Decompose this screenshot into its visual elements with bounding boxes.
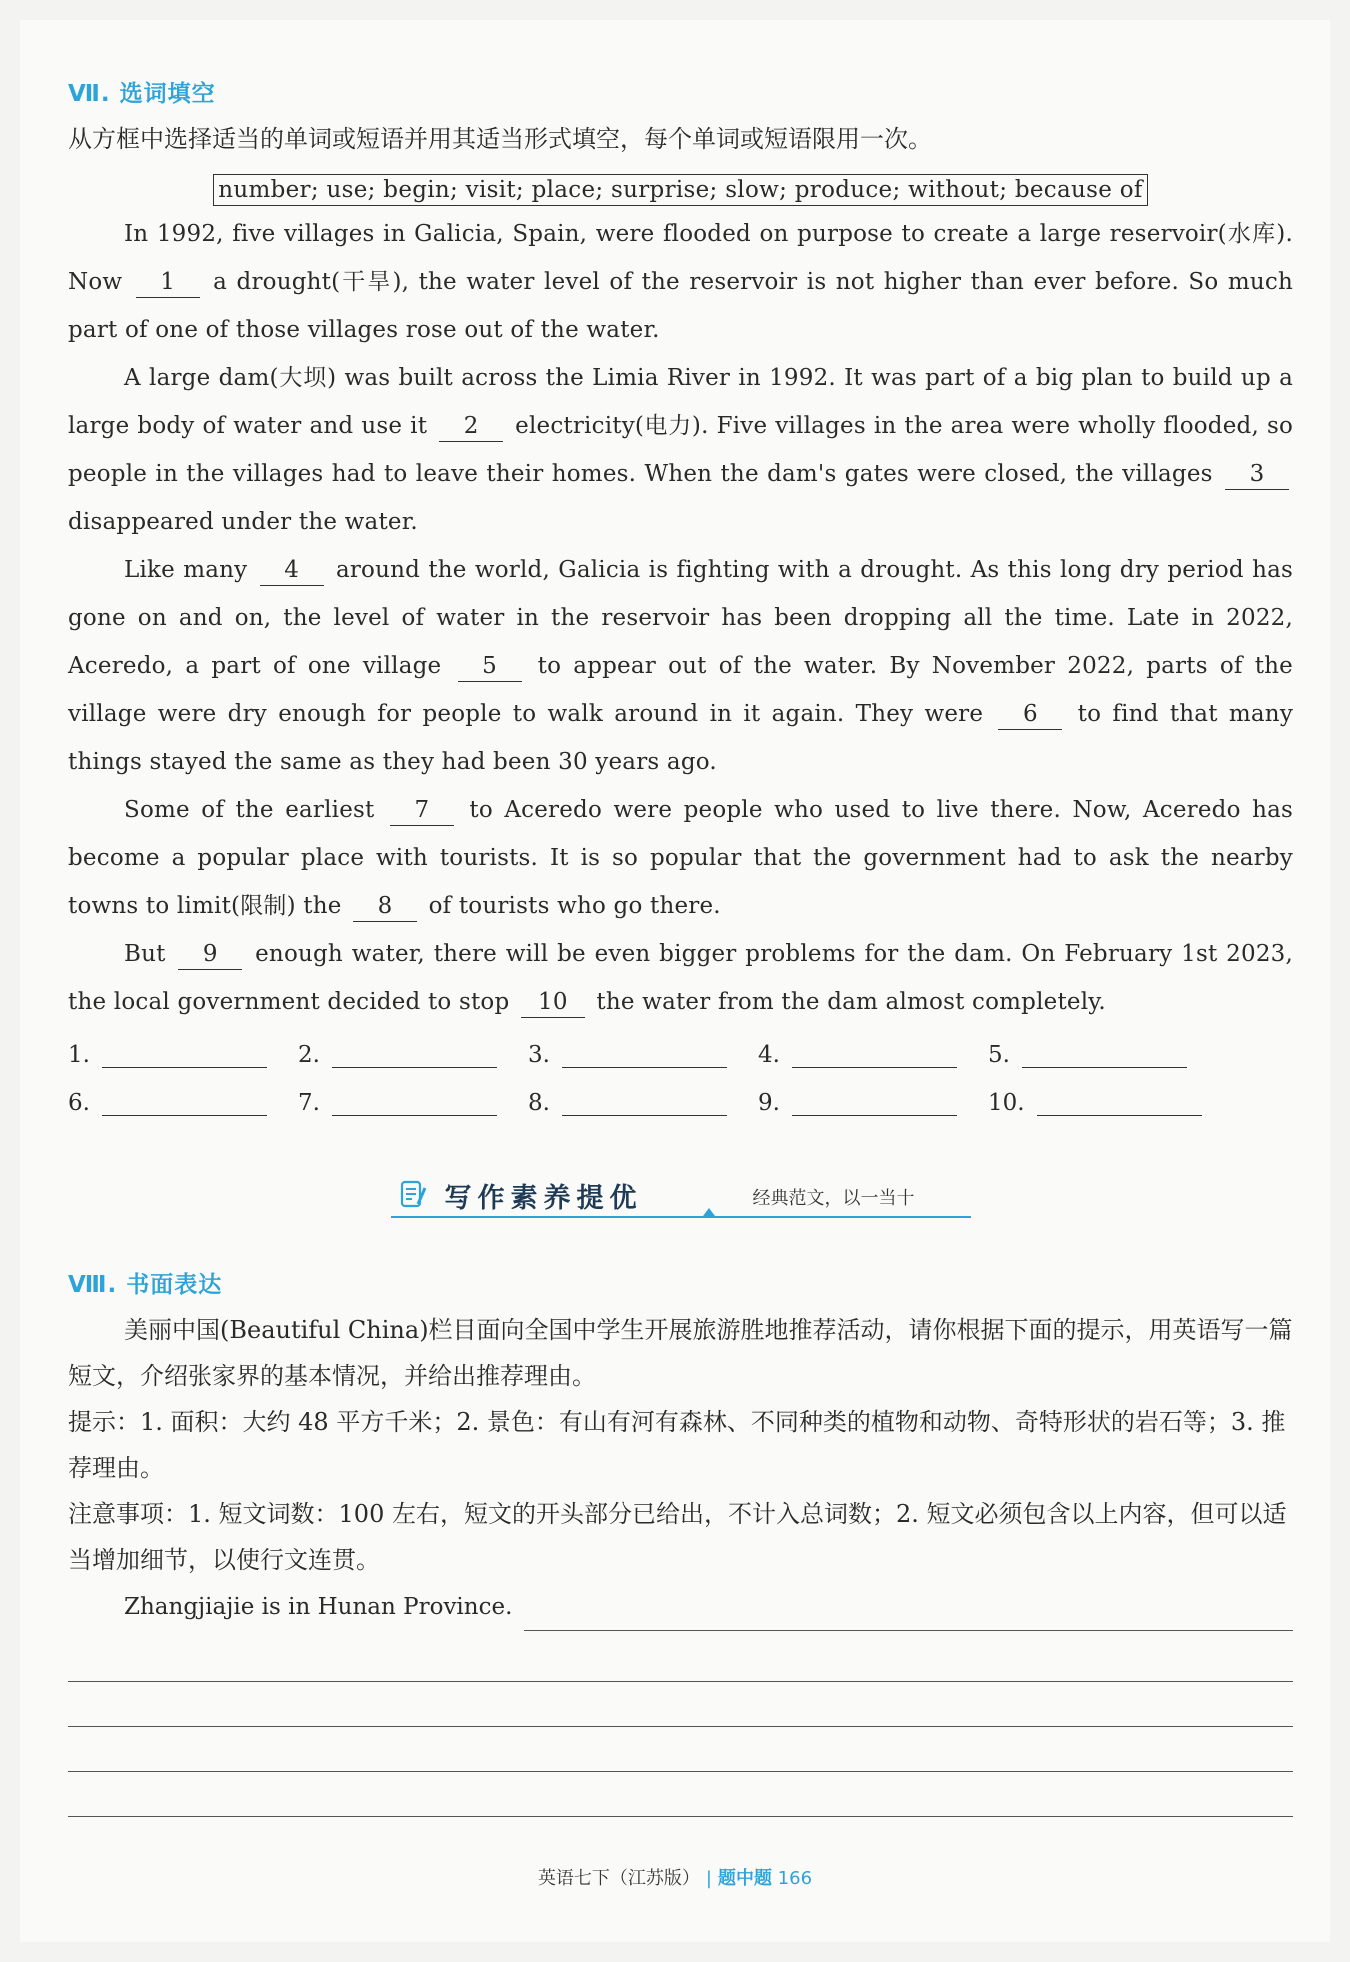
answer-label: 8. — [528, 1089, 550, 1116]
essay-starter — [68, 1583, 1293, 1631]
answer-label: 7. — [298, 1089, 320, 1116]
paragraph-3 — [68, 546, 1293, 786]
answer-item-10[interactable] — [988, 1089, 1218, 1116]
answer-item-5[interactable] — [988, 1041, 1218, 1068]
answer-line[interactable] — [792, 1089, 957, 1116]
answer-line[interactable] — [102, 1041, 267, 1068]
blank-10: 10 — [521, 987, 585, 1018]
answer-item-3[interactable] — [528, 1041, 758, 1068]
footer-book: 英语七下（江苏版） — [537, 1868, 700, 1889]
essay-writing-lines — [68, 1637, 1293, 1817]
answer-item-9[interactable] — [758, 1089, 988, 1116]
answer-line[interactable] — [332, 1041, 497, 1068]
section-8-title: Ⅷ. 书面表达 — [68, 1272, 223, 1298]
banner-underline — [391, 1216, 971, 1218]
writing-banner — [391, 1176, 971, 1218]
notepad-pencil-icon — [399, 1178, 429, 1210]
section-8-notes: 注意事项：1. 短文词数：100 左右，短文的开头部分已给出，不计入总词数；2. 短文必须包含以上内容，但可以适当增加细节，以使行文连贯。 — [68, 1500, 1287, 1574]
essay-line[interactable] — [68, 1772, 1293, 1817]
p2a: A large dam(大坝) was built across the Limia River in 1992. It was part of a big plan to build up a large body of water and use it — [68, 365, 1293, 439]
footer-separator: | — [705, 1868, 712, 1889]
p5a: But — [124, 941, 166, 967]
answer-line[interactable] — [1022, 1041, 1187, 1068]
answer-line[interactable] — [792, 1041, 957, 1068]
answer-label: 1. — [68, 1041, 90, 1068]
page — [20, 20, 1330, 1942]
p4a: Some of the earliest — [124, 797, 375, 823]
essay-line[interactable] — [68, 1637, 1293, 1682]
answer-item-4[interactable] — [758, 1041, 988, 1068]
answer-row-2 — [68, 1078, 1293, 1126]
p2c: disappeared under the water. — [68, 509, 418, 535]
answer-label: 10. — [988, 1089, 1025, 1116]
banner-subtitle: 经典范文，以一当十 — [752, 1188, 915, 1209]
answer-item-8[interactable] — [528, 1089, 758, 1116]
p3d: to find that many things stayed the same as they had been 30 years ago. — [68, 701, 1294, 775]
essay-line[interactable] — [68, 1682, 1293, 1727]
answer-label: 9. — [758, 1089, 780, 1116]
essay-starter-text: Zhangjiajie is in Hunan Province. — [124, 1594, 513, 1620]
answer-line[interactable] — [562, 1089, 727, 1116]
answer-label: 2. — [298, 1041, 320, 1068]
footer-brand: 题中题 — [717, 1868, 772, 1889]
answer-item-7[interactable] — [298, 1089, 528, 1116]
blank-7: 7 — [390, 795, 454, 826]
p4b: to Aceredo were people who used to live there. Now, Aceredo has become a popular place with tourists. It is so popular that the government had to ask the nearby towns to limit(限制) the — [68, 797, 1293, 919]
banner-triangle-icon — [703, 1208, 715, 1216]
word-box: number; use; begin; visit; place; surprise; slow; produce; without; because of — [213, 174, 1147, 206]
p3b: around the world, Galicia is fighting with a drought. As this long dry period has gone on and on, the level of water in the reservoir has been dropping all the time. Late in 2022, Aceredo, a part of one village — [68, 557, 1294, 679]
blank-4: 4 — [260, 555, 324, 586]
paragraph-1 — [68, 210, 1293, 354]
p1b: a drought(干旱), the water level of the reservoir is not higher than ever before. So much part of one of those villages rose out of the water. — [68, 269, 1293, 343]
section-7-title: Ⅶ. 选词填空 — [68, 81, 216, 107]
answer-line[interactable] — [332, 1089, 497, 1116]
answer-line[interactable] — [102, 1089, 267, 1116]
paragraph-4 — [68, 786, 1293, 930]
blank-9: 9 — [178, 939, 242, 970]
answer-row-1 — [68, 1030, 1293, 1078]
answer-item-2[interactable] — [298, 1041, 528, 1068]
answer-line[interactable] — [562, 1041, 727, 1068]
p3a: Like many — [124, 557, 248, 583]
blank-6: 6 — [998, 699, 1062, 730]
blank-1: 1 — [136, 267, 200, 298]
page-footer — [20, 1864, 1330, 1890]
answer-label: 3. — [528, 1041, 550, 1068]
answer-item-6[interactable] — [68, 1089, 298, 1116]
paragraph-2 — [68, 354, 1293, 546]
page-number: 166 — [777, 1868, 813, 1889]
answer-label: 6. — [68, 1089, 90, 1116]
answer-label: 5. — [988, 1041, 1010, 1068]
p4c: of tourists who go there. — [428, 893, 721, 919]
blank-3: 3 — [1225, 459, 1289, 490]
section-8-intro: 美丽中国(Beautiful China)栏目面向全国中学生开展旅游胜地推荐活动，请你根据下面的提示，用英语写一篇短文，介绍张家界的基本情况，并给出推荐理由。 — [68, 1316, 1293, 1390]
answer-lines — [68, 1030, 1293, 1126]
p1a: In 1992, five villages in Galicia, Spain, were flooded on purpose to create a large reservoir(水库). Now — [68, 221, 1293, 295]
paragraph-5 — [68, 930, 1293, 1026]
blank-5: 5 — [458, 651, 522, 682]
blank-2: 2 — [439, 411, 503, 442]
section-8-hints: 提示：1. 面积：大约 48 平方千米；2. 景色：有山有河有森林、不同种类的植物和动物、奇特形状的岩石等；3. 推荐理由。 — [68, 1408, 1286, 1482]
banner-title: 写作素养提优 — [444, 1183, 643, 1214]
answer-label: 4. — [758, 1041, 780, 1068]
p5b: enough water, there will be even bigger problems for the dam. On February 1st 2023, the local government decided to stop — [68, 941, 1294, 1015]
essay-line[interactable] — [68, 1727, 1293, 1772]
answer-item-1[interactable] — [68, 1041, 298, 1068]
p2b: electricity(电力). Five villages in the area were wholly flooded, so people in the villages had to leave their homes. When the dam's gates were closed, the villages — [68, 413, 1293, 487]
section-7-instruction: 从方框中选择适当的单词或短语并用其适当形式填空，每个单词或短语限用一次。 — [68, 125, 932, 153]
answer-line[interactable] — [1037, 1089, 1202, 1116]
essay-line[interactable] — [524, 1600, 1293, 1631]
p3c: to appear out of the water. By November 2022, parts of the village were dry enough for people to walk around in it again. They were — [68, 653, 1293, 727]
word-box-wrap — [68, 174, 1293, 206]
blank-8: 8 — [353, 891, 417, 922]
p5c: the water from the dam almost completely. — [596, 989, 1106, 1015]
content — [68, 75, 1293, 1817]
